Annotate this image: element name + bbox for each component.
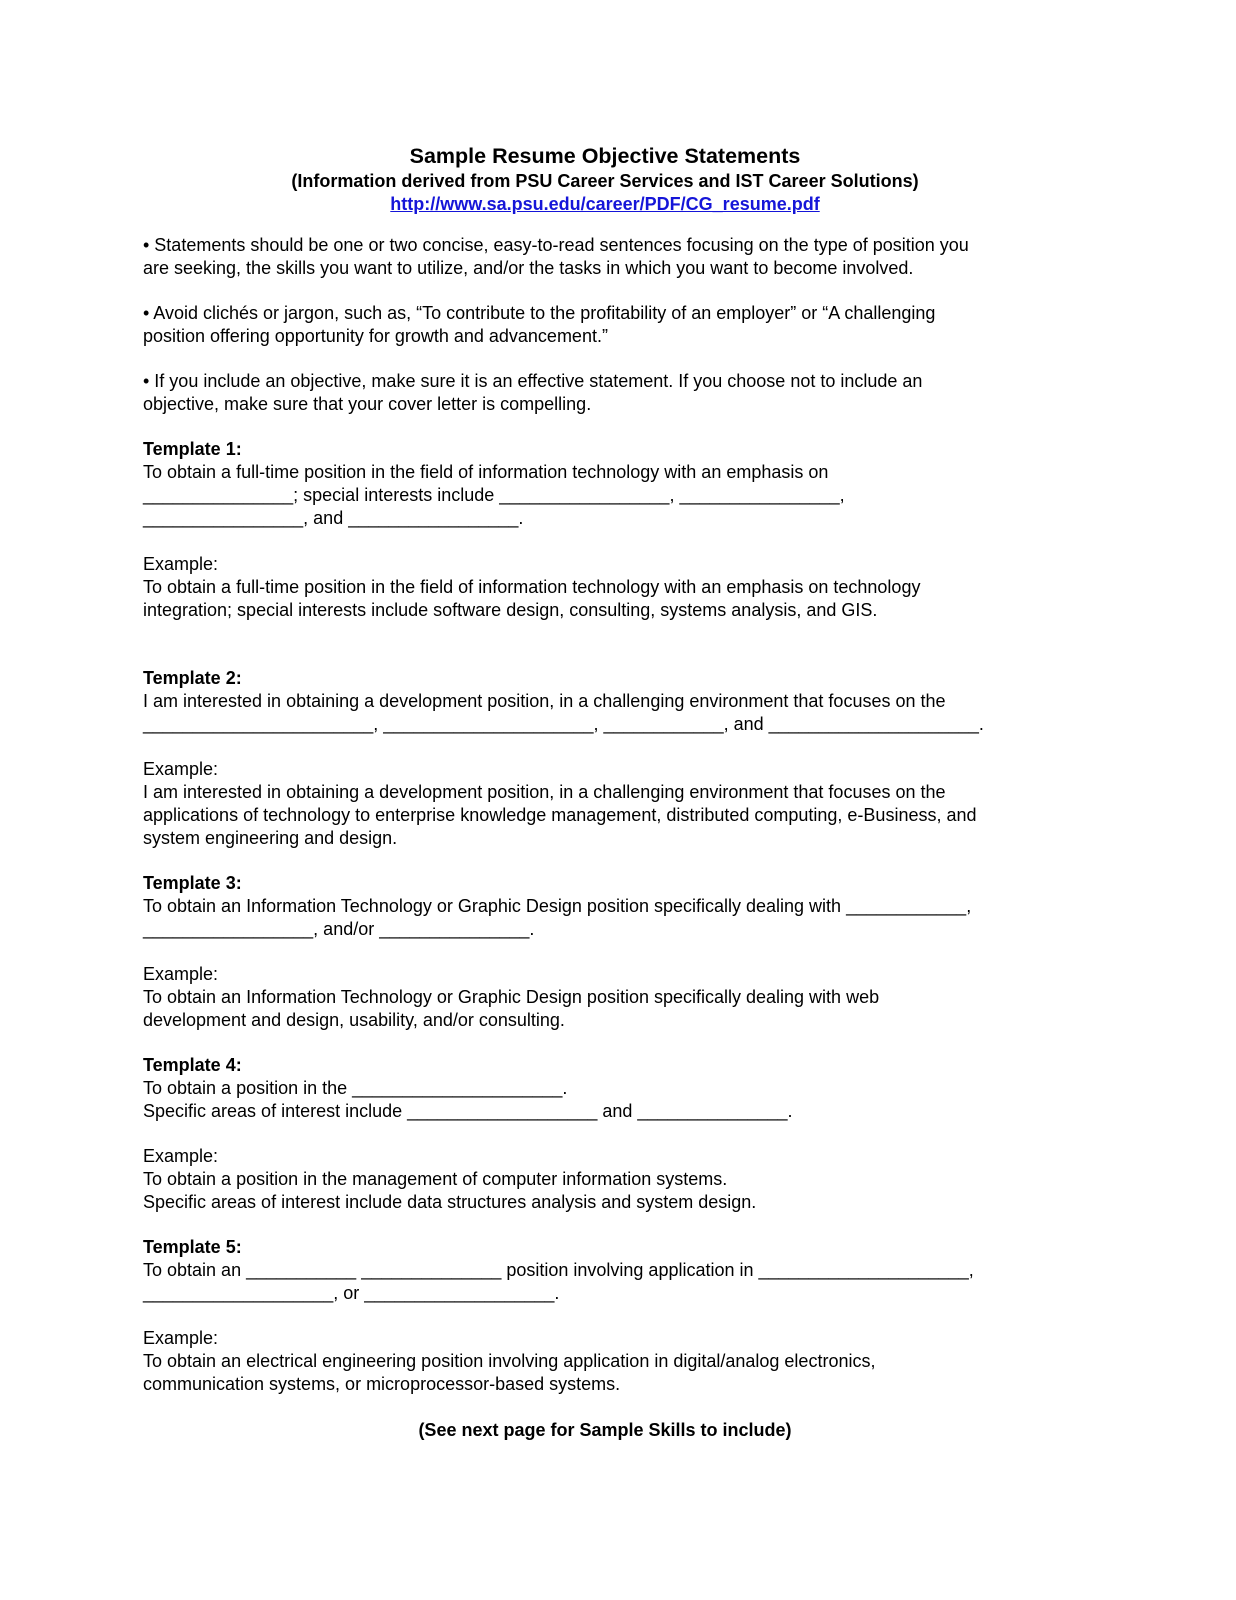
template-line: _______________; special interests include _________________, ________________, [143, 485, 845, 505]
document-title: Sample Resume Objective Statements [409, 144, 801, 168]
example-line: communication systems, or microprocessor-based systems. [143, 1374, 621, 1394]
bullet-item [143, 302, 1073, 348]
template-line: ________________, and _________________. [143, 508, 524, 528]
document-page [143, 142, 1073, 1442]
template-line: To obtain an Information Technology or Graphic Design position specifically dealing with ____________, [143, 896, 972, 916]
template-line: To obtain a position in the _____________________. [143, 1078, 568, 1098]
template-line: Specific areas of interest include ___________________ and _______________. [143, 1101, 793, 1121]
bullet-line: • Statements should be one or two concise, easy-to-read sentences focusing on the type of position you [143, 235, 969, 255]
template-heading: Template 2: [143, 668, 242, 688]
bullet-line: • If you include an objective, make sure it is an effective statement. If you choose not to include an [143, 371, 923, 391]
document-subtitle: (Information derived from PSU Career Services and IST Career Solutions) [291, 171, 919, 191]
template-heading: Template 4: [143, 1055, 242, 1075]
example-line: integration; special interests include software design, consulting, systems analysis, and GIS. [143, 600, 878, 620]
template-block [143, 438, 1073, 530]
template-line: _______________________, _____________________, ____________, and _____________________. [143, 714, 984, 734]
example-line: applications of technology to enterprise knowledge management, distributed computing, e-Business, and [143, 805, 977, 825]
example-block [143, 758, 1073, 850]
example-label: Example: [143, 1328, 219, 1348]
example-line: system engineering and design. [143, 828, 398, 848]
example-line: To obtain an Information Technology or Graphic Design position specifically dealing with web [143, 987, 880, 1007]
example-line: To obtain a full-time position in the field of information technology with an emphasis on technology [143, 577, 921, 597]
example-label: Example: [143, 759, 219, 779]
bullet-item [143, 370, 1073, 416]
template-heading: Template 3: [143, 873, 242, 893]
template-block [143, 1054, 1073, 1123]
template-block [143, 872, 1073, 941]
example-line: To obtain an electrical engineering position involving application in digital/analog electronics, [143, 1351, 876, 1371]
template-heading: Template 1: [143, 439, 242, 459]
bullet-item [143, 234, 1073, 280]
template-line: ___________________, or ___________________. [143, 1283, 560, 1303]
template-line: To obtain an ___________ ______________ position involving application in _____________________, [143, 1260, 974, 1280]
bullet-line: objective, make sure that your cover letter is compelling. [143, 394, 592, 414]
example-block [143, 553, 1073, 622]
example-block [143, 963, 1073, 1032]
example-label: Example: [143, 964, 219, 984]
example-block [143, 1145, 1073, 1214]
template-line: I am interested in obtaining a development position, in a challenging environment that focuses on the [143, 691, 946, 711]
example-line: Specific areas of interest include data structures analysis and system design. [143, 1192, 757, 1212]
template-block [143, 667, 1073, 736]
bullet-line: position offering opportunity for growth and advancement.” [143, 326, 608, 346]
source-link[interactable]: http://www.sa.psu.edu/career/PDF/CG_resume.pdf [390, 194, 820, 214]
footer-note: (See next page for Sample Skills to include) [418, 1420, 792, 1440]
example-line: To obtain a position in the management of computer information systems. [143, 1169, 728, 1189]
bullet-line: are seeking, the skills you want to utilize, and/or the tasks in which you want to become involved. [143, 258, 914, 278]
document-header [143, 142, 1067, 216]
example-block [143, 1327, 1073, 1396]
example-label: Example: [143, 554, 219, 574]
example-line: I am interested in obtaining a development position, in a challenging environment that focuses on the [143, 782, 946, 802]
template-block [143, 1236, 1073, 1305]
example-line: development and design, usability, and/or consulting. [143, 1010, 565, 1030]
template-heading: Template 5: [143, 1237, 242, 1257]
template-line: To obtain a full-time position in the field of information technology with an emphasis on [143, 462, 829, 482]
bullet-line: • Avoid clichés or jargon, such as, “To contribute to the profitability of an employer” or “A challenging [143, 303, 936, 323]
example-label: Example: [143, 1146, 219, 1166]
template-line: _________________, and/or _______________. [143, 919, 535, 939]
